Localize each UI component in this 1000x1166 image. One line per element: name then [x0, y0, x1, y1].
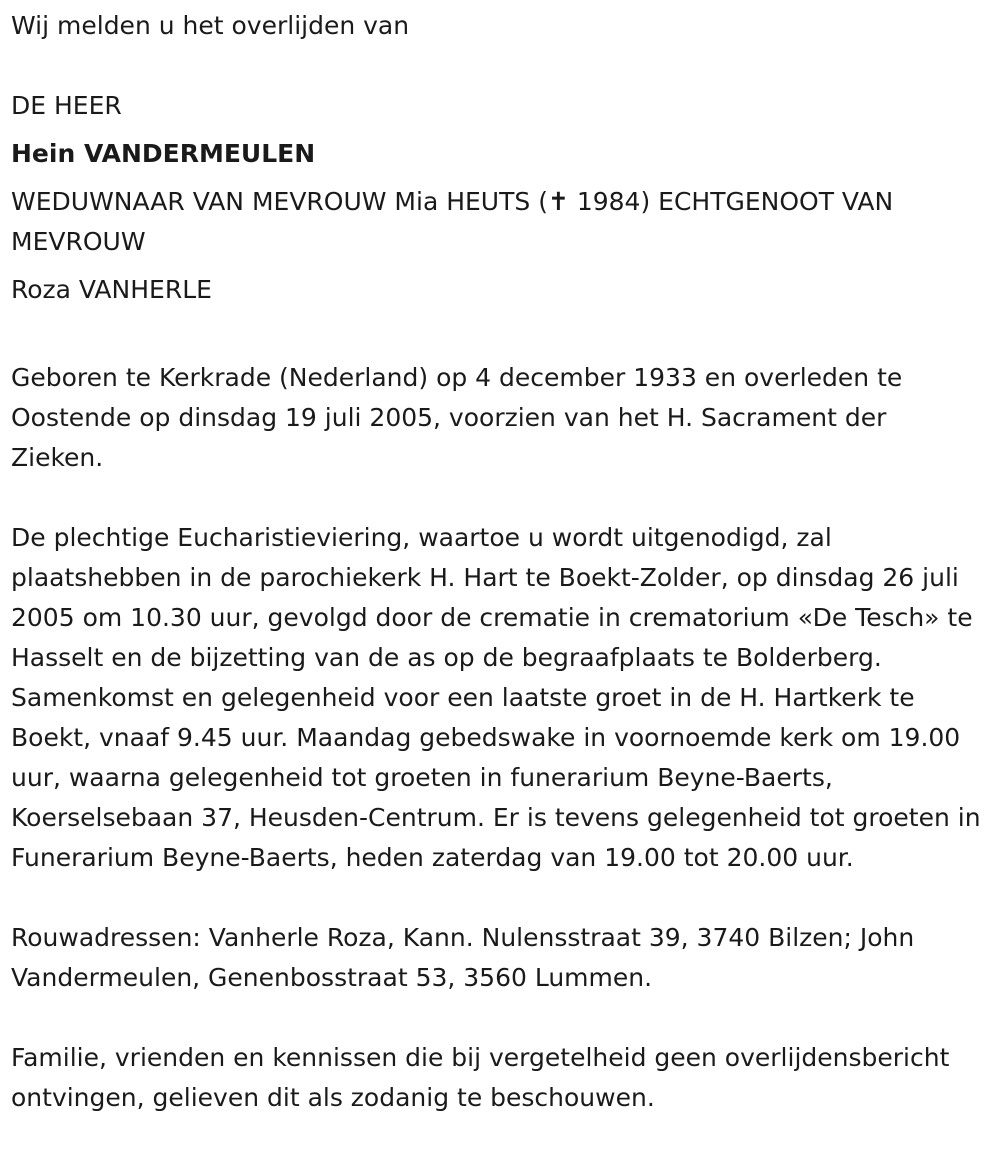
- deceased-prefix: DE HEER: [11, 91, 122, 120]
- deceased-status: WEDUWNAAR VAN MEVROUW Mia HEUTS (✝ 1984) ECHTGENOOT VAN MEVROUW: [11, 187, 902, 256]
- deceased-name: Hein VANDERMEULEN: [11, 139, 316, 168]
- spacer: [11, 318, 986, 358]
- death-notice: [11, 6, 986, 1118]
- addresses-paragraph: Rouwadressen: Vanherle Roza, Kann. Nulensstraat 39, 3740 Bilzen; John Vandermeulen, Genenbosstraat 53, 3560 Lummen.: [11, 923, 915, 992]
- deceased-block: [11, 86, 986, 310]
- intro-text: Wij melden u het overlijden van: [11, 11, 410, 40]
- closing-paragraph: Familie, vrienden en kennissen die bij vergetelheid geen overlijdensbericht ontvingen, gelieven dit als zodanig te beschouwen.: [11, 1043, 950, 1112]
- birth-death-paragraph: Geboren te Kerkrade (Nederland) op 4 december 1933 en overleden te Oostende op dinsdag 19 juli 2005, voorzien van het H. Sacrament der Zieken.: [11, 363, 903, 472]
- spacer: [11, 46, 986, 86]
- ceremony-paragraph: De plechtige Eucharistieviering, waartoe u wordt uitgenodigd, zal plaatshebben in de parochiekerk H. Hart te Boekt-Zolder, op dinsdag 26 juli 2005 om 10.30 uur, gevolgd door de crematie in crematorium «De Tesch» te Hasselt en de bijzetting van de as op de begraafplaats te Bolderberg. Samenkomst en gelegenheid voor een laatste groet in de H. Hartkerk te Boekt, vnaaf 9.45 uur. Maandag gebedswake in voornoemde kerk om 19.00 uur, waarna gelegenheid tot groeten in funerarium Beyne-Baerts, Koerselsebaan 37, Heusden-Centrum. Er is tevens gelegenheid tot groeten in Funerarium Beyne-Baerts, heden zaterdag van 19.00 tot 20.00 uur.: [11, 523, 981, 872]
- spouse-name: Roza VANHERLE: [11, 275, 212, 304]
